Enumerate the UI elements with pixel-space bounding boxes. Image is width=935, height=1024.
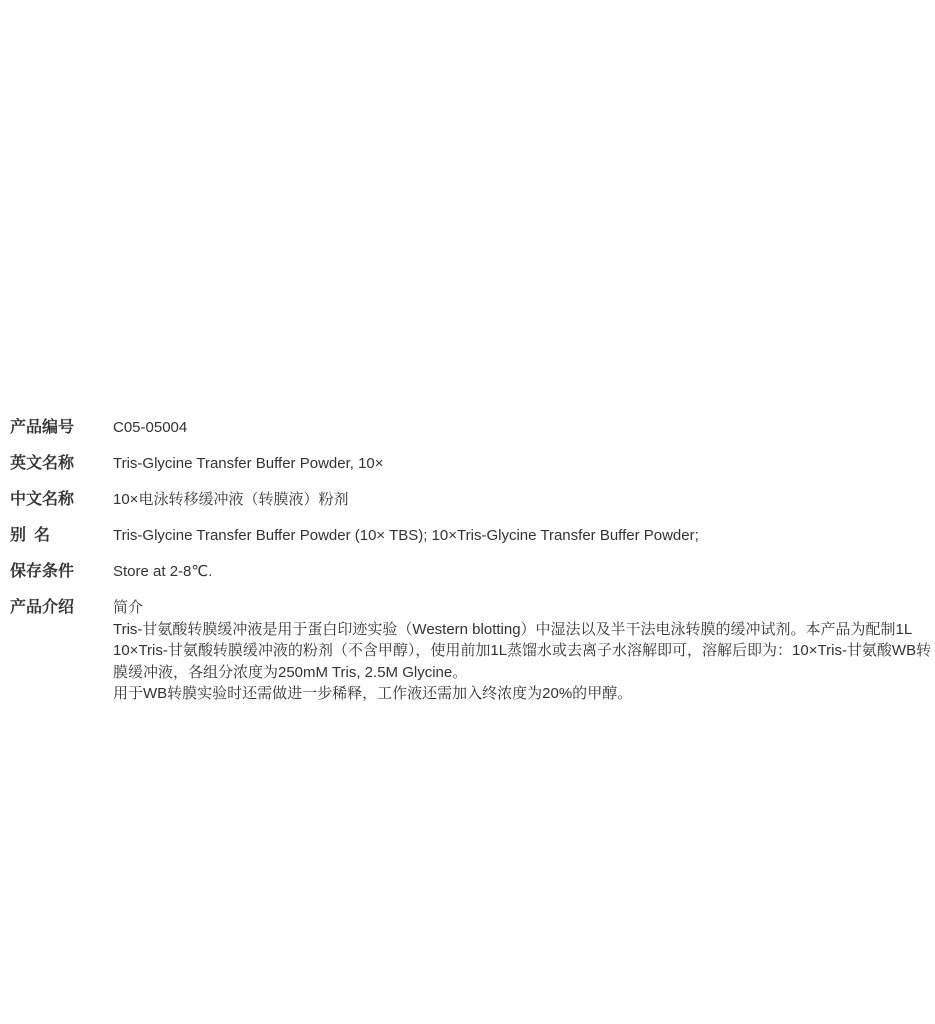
storage-condition-value: Store at 2-8℃. [113,562,213,580]
row-chinese-name [10,481,932,517]
product-introduction-value [113,597,932,705]
chinese-name-label: 中文名称 [10,490,75,508]
row-product-number [10,409,932,445]
alias-value: Tris-Glycine Transfer Buffer Powder (10× TBS); 10×Tris-Glycine Transfer Buffer Powder; [113,526,699,544]
storage-condition-label: 保存条件 [10,562,75,580]
product-introduction-label: 产品介绍 [10,599,75,616]
english-name-label: 英文名称 [10,454,75,472]
alias-label: 别 名 [10,526,51,544]
row-english-name [10,445,932,481]
chinese-name-value: 10×电泳转移缓冲液（转膜液）粉剂 [113,490,349,508]
product-number-value: C05-05004 [113,418,188,436]
intro-paragraph: Tris-甘氨酸转膜缓冲液是用于蛋白印迹实验（Western blotting）中湿法以及半干法电泳转膜的缓冲试剂。本产品为配制1L 10×Tris-甘氨酸转膜缓冲液的粉剂（不含甲醇），使用前加1L蒸馏水或去离子水溶解即可，溶解后即为：10×Tris-甘氨酸WB转膜缓冲液，各组分浓度为250mM Tris, 2.5M Glycine。 [113,620,932,681]
english-name-value: Tris-Glycine Transfer Buffer Powder, 10× [113,454,384,472]
row-product-introduction [10,589,932,714]
intro-paragraph: 用于WB转膜实验时还需做进一步稀释，工作液还需加入终浓度为20%的甲醇。 [113,685,633,702]
row-storage-condition [10,553,932,589]
intro-heading: 简介 [113,599,144,616]
product-info-table [10,409,932,714]
product-number-label: 产品编号 [10,418,75,436]
row-alias [10,517,932,553]
